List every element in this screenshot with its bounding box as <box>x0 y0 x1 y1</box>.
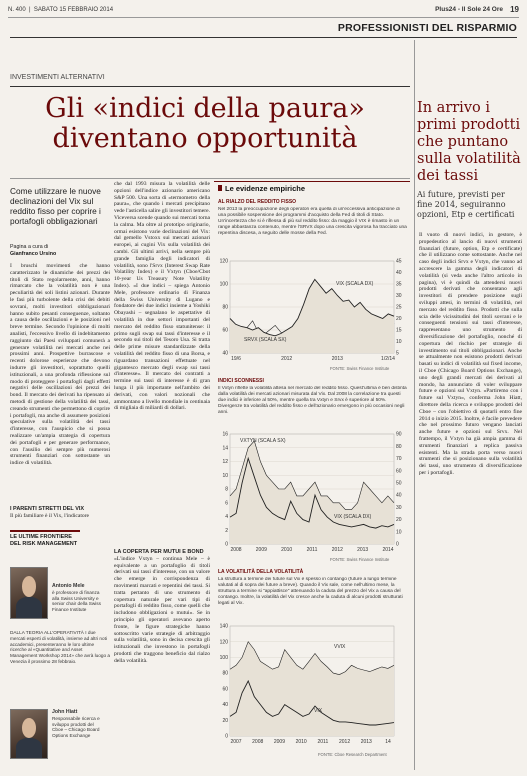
x-tick-label: 2012 <box>331 547 343 553</box>
x-tick-label: 2008 <box>252 739 264 745</box>
caption-role: Responsabile ricerca e sviluppo prodotti del Cboe – Chicago Board Options Exchange <box>52 715 100 739</box>
y-tick-label: 0 <box>225 733 228 740</box>
series-label: VXTYN (SCALA SX) <box>240 438 286 444</box>
masthead-publication: Plus24 - Il Sole 24 Ore <box>435 6 503 13</box>
series-label: SRVX (SCALA SX) <box>244 337 287 343</box>
subhead-coperta: LA COPERTA PER MUTUI E BOND <box>114 549 204 555</box>
y-tick-label: 4 <box>225 514 228 521</box>
sidebar-article-text: Il vuoto di nuovi indici, in gestore, è propedeutico al lancio di nuovi strumenti finanziari (future, option, Etp e certificate) che il utilizzano come sottostante. Anche nel caso degli indici Srvx e Vxtyn, che vanno ad accrescere la gamma degli indicatori di volatilità (si veda anche l'altro articolo in pagina), vi è quindi da attendersi nuovi prodotti derivati che consentano agli investitori di prendere posizione sugli sviluppi attesi, in termini di volatilità, nel mercato del reddito fisso. Prodotti che sulla scia delle vicissitudini dei titoli sovrani e le conseguenti tensioni sui tassi d'interesse, rappresentano uno strumento di diversificazione del portafoglio, nonché di copertura del rischio per strategie di investimento sui titoli obbligazionari. Anche se attualmente non esistono prodotti derivati basati su indici di volatilità sul fixed income, il Cboe (Chicago Board Options Exchange), uno degli grandi mercati dei derivati al mondo, ha annunciato di voler sviluppare future e opzioni sul Vxtyn. «Partiremo con i future sul Vxtyn», conferma John Hiatt, direttore della ricerca e sviluppo prodotti del Cboe – con l'obiettivo di quotarli entro fine 2014 o inizio 2015. Inoltre, è facile prevedere che nel prossimo futuro vengano lanciati anche future e opzioni sul Srvx. Nel frattempo, il Vxtyn ha già ampia gamma di strumenti finanziari a replica passiva esistenti. Ma la strada porta verso nuovi strumenti che si posizionano sulla volatilità dei tassi, uno strumento di diversificazione per i portafogli. <box>419 232 522 476</box>
dalla-teoria-text: DALLA TEORIA ALL'OPERATIVITÀ I due mercati esperti di volatilità, insieme ad altri noti accademici, presenteranno le loro ultime ricerche al «Quantitative and Asset Management Workshop 2014» che avrà luogo a Venezia il prossimo 28 febbraio. <box>10 630 110 664</box>
y-tick-label: 60 <box>222 327 228 334</box>
article-column-2 <box>114 181 210 566</box>
y-tick-label: 0 <box>225 541 228 548</box>
y-tick-label: 6 <box>225 500 228 507</box>
sidebar-subhead: Ai future, previsti per fine 2014, seguiranno opzioni, Etp e certificati <box>417 190 515 219</box>
evidence-title: Le evidenze empiriche <box>218 184 305 193</box>
y-tick-label: 140 <box>219 623 228 630</box>
y-tick-label-right: 90 <box>396 431 402 438</box>
article-col1-tail: Il più familiare è il Vix, l'indicatore <box>10 512 90 519</box>
y-tick-label-right: 70 <box>396 456 402 463</box>
portrait-photo-mele <box>10 567 48 619</box>
chart3-source: FONTE: Cboe Research Department <box>318 752 387 757</box>
portrait-photo-hiatt <box>10 709 48 759</box>
article-col1-text: I bruschi movimenti che hanno caratterizzato le dinamiche dei prezzi dei titoli di Stato regolarmente, anni, hanno rimarcato che la volatilità non è una peculiarità dei soli listini azionari. Durante le fasi più turbolente della crisi dei debiti sovrani, molti investitori obbligazionari hanno subito pesanti conseguenze, soltanto a causa delle oscillazioni e le posizioni nel breve termine. Secondo l'opinione di molti analisti, l'eccessivo livello di indebitamento raggiunto dai Paesi sviluppati comunerà a generare volatilità nei mercati anche nei prossimi anni. Prospettive burrascose e recenti dolorose esperienze che devono indurre gli investitori, soprattutto quelli istituzionali, a una profonda riflessione sul modo di proteggere i portafogli dagli effetti negativi delle oscillazioni dei prezzi dei bond. Il mercato dei derivati ha ripensato ai metodi di gestione della volatilità dei tassi, creando strumenti che permettono di coprire i portafogli, ma anche di assumere posizioni speculative sulla volatilità dei tassi d'interesse, con l'auspicio che si possa realizzare un'ampia strategia di copertura dei portafogli e per generare performance, con l'ausilio dei sempre più numerosi strumenti finanziari con sottostante un indice di volatilità. <box>10 263 110 467</box>
x-tick-label: 2009 <box>273 739 285 745</box>
y-tick-label-right: 10 <box>396 339 402 346</box>
byline-author: Gianfranco Ursino <box>10 251 57 257</box>
x-tick-label: 2014 <box>382 547 394 553</box>
x-tick-label: 2012 <box>281 356 293 362</box>
chart2-source: FONTE: Swiss Finance Institute <box>330 557 390 562</box>
series-area <box>230 441 394 544</box>
x-tick-label: 2013 <box>331 356 343 362</box>
x-tick-label: 2011 <box>317 739 329 745</box>
article-col2-text: che dal 1993 misura la volatilità delle opzioni dell'indice azionario americano S&P 500. Una sorta di «termometro della paura», che quando i mercati precipitano vede l'asticella salire gli investitori temere. Viceversa scende quando sui mercati torna la calma. Ma oltre al prototipo originario, ormai esistono varie declinazioni del Vix: dal gemello Vstoxx sui mercati azionari europei, ai cugini Vix sulla volatilità dei cambi. Gli ultimi arrivi, nella sempre più grande famiglia degli indicatori di volatilità, sono l'Srvx (Interest Swap Rate Volatility Index) e il Vxtyn (Cboe/Cbot 10-year Us Treasury Note Volatility Index). «I due indici – spiega Antonio Mele, professore ordinario di Finanza della Swiss University di Lugano e fondatore dei due indici insieme a Yoshiki Obayashi – segnalano le aspettative di volatilità in due settori importanti del mercato del reddito fisso statunitense: il primo sugli swap sui tassi d'interesse e il secondo sui titoli del Tesoro Usa. Si tratta delle prime misure standardizzate della volatilità del reddito fisso di una Borsa, e riguardano transazioni effettuate nel gigantesco mercato degli swap sui tassi d'interesse». Il mercato dei contratti a termine sui tassi di interesse è di gran lunga il più importante nell'ambito dei derivati, con valori nozionali che ammontano a livello mondiale in centinaia di migliaia di miliardi di dollari. <box>114 181 210 412</box>
article-column-1-tail <box>10 506 110 526</box>
y-tick-label-right: 20 <box>396 316 402 323</box>
kicker: INVESTIMENTI ALTERNATIVI <box>10 74 105 81</box>
page-number: 19 <box>510 5 519 14</box>
headline-rule <box>10 178 410 179</box>
y-tick-label: 100 <box>219 281 228 288</box>
kicker-rule <box>10 86 410 87</box>
masthead-bar <box>8 4 519 18</box>
chart1-text: Nel 2013 la preoccupazione degli operatori era quella di un'eccessiva anticipazione di una possibile sospensione dei programmi d'acquisto della Fed di titoli di Stato. Un'incertezza che si è riflessa di più sul reddito fisso: da maggio il VIX è rimasto in un range abbastanza contenuto, mentre l'SRVX dopo una crescita vigorosa ha tracciato una repentina discesa, a seguito delle mosse della Fed. <box>218 207 407 236</box>
y-tick-label-right: 80 <box>396 443 402 450</box>
y-tick-label: 80 <box>222 304 228 311</box>
byline-label: Pagina a cura di <box>10 244 49 250</box>
series-area <box>230 642 394 736</box>
x-tick-label: 2010 <box>281 547 293 553</box>
masthead-issue-date: N. 400 | SABATO 15 FEBBRAIO 2014 <box>8 7 114 13</box>
series-label: VVIX <box>334 644 346 650</box>
chart2-svg <box>214 428 410 556</box>
section-rule <box>10 37 517 38</box>
article-column-2-tail <box>114 549 210 759</box>
y-tick-label: 8 <box>225 486 228 493</box>
y-tick-label-right: 25 <box>396 304 402 311</box>
y-tick-label-right: 60 <box>396 468 402 475</box>
caption-name: Antonio Mele <box>52 583 85 589</box>
y-tick-label: 80 <box>222 670 228 677</box>
x-tick-label: 2011 <box>306 547 318 553</box>
y-tick-label: 120 <box>219 639 228 646</box>
chart3-svg <box>214 620 410 748</box>
y-tick-label: 2 <box>225 527 228 534</box>
series-label: VIX (SCALA DX) <box>336 281 374 287</box>
x-tick-label: 2013 <box>357 547 369 553</box>
y-tick-label-right: 30 <box>396 504 402 511</box>
x-tick-label: 1/2/14 <box>381 356 395 362</box>
caption-mele <box>52 584 104 613</box>
y-tick-label: 120 <box>219 258 228 265</box>
chart1-svg <box>214 255 410 365</box>
chart1-heading: AL RIALZO DEL REDDITO FISSO <box>218 199 297 205</box>
chart1-source: FONTE: Swiss Finance Institute <box>330 366 390 371</box>
y-tick-label: 20 <box>222 717 228 724</box>
y-tick-label: 12 <box>222 459 228 466</box>
article-column-1 <box>10 263 110 503</box>
article-col2-tail: «L'indice Vxtyn – continua Mele – è equivalente a un portafoglio di titoli derivati sui tassi d'interesse, con un valore che emerge in corrispondenza di movimenti marcati e repentini dei tassi. Si tratta pertanto di uno strumento di copertura naturale per vari tipi di portafogli di reddito fisso, come quelli che includono obbligazioni o mutui». Se in principio gli operatori avevano aperto fronte, le figure strategiche hanno sottoscritto varie strategie di arbitraggio sulla volatilità, sono in decisa crescita gli istituzionali che investono in portafogli prodotti che traggono beneficio dal rialzo della volatilità. <box>114 555 210 664</box>
chart2-text: Il Vxtyn riflette la volatilità attesa nel mercato del reddito fisso. Quest'ultima è ben distinta dalla volatilità dei mercati azionari misurata dal Vix. Dal 2008 la correlazione tra questi due indici è inferiore al 50%, mentre quella tra Vxtyn e Srvx è superiore al 50%. Divergenze tra volatilità del reddito fisso e dell'azionario emergono in più occasioni negli anni. <box>218 386 407 415</box>
y-tick-label-right: 5 <box>396 350 399 357</box>
y-tick-label-right: 0 <box>396 541 399 548</box>
y-tick-label: 10 <box>222 472 228 479</box>
x-tick-label: 2008 <box>230 547 242 553</box>
x-tick-label: 2010 <box>295 739 307 745</box>
caption-name: John Hiatt <box>52 709 78 715</box>
x-tick-label: 2007 <box>230 739 242 745</box>
headline: Gli «indici della paura» diventano opportunità <box>45 93 365 154</box>
sidebar-headline: In arrivo i primi prodotti che puntano sulla volatilità dei tassi <box>417 100 521 184</box>
y-tick-label: 14 <box>222 445 228 452</box>
y-tick-label: 40 <box>222 702 228 709</box>
section-title: PROFESSIONISTI DEL RISPARMIO <box>337 22 517 34</box>
chart3-text: La struttura a termine dei future sul Vix è spesso in contango (future a lungo termine valutati al di sopra dei future a breve). Quando il Vix sale, come nell'ultimo mese, la struttura a termine si "appiattisce" attenuando la caduta del prezzo del Vix a causa del contango. Inoltre, la volatilità del Vix cresce anche la caduta di alcuni prodotti strutturati legati al Vix. <box>218 577 403 606</box>
series-label: VIX <box>314 708 323 714</box>
x-tick-label: 2012 <box>339 739 351 745</box>
x-tick-label: 2009 <box>255 547 267 553</box>
caption-role: è professore di finanza alla Swiss University e senior chair della Swiss Finance Institute <box>52 589 101 613</box>
frontiers-box-title: LE ULTIME FRONTIERE DEL RISK MANAGEMENT <box>10 530 80 547</box>
y-tick-label: 40 <box>222 350 228 357</box>
dek: Come utilizzare le nuove declinazioni del Vix sul reddito fisso per coprire i portafogli obbligazionari <box>10 186 101 226</box>
y-tick-label-right: 40 <box>396 492 402 499</box>
y-tick-label-right: 40 <box>396 270 402 277</box>
caption-hiatt <box>52 710 104 739</box>
y-tick-label: 100 <box>219 655 228 662</box>
x-tick-label: 19/6 <box>231 356 241 362</box>
y-tick-label-right: 15 <box>396 327 402 334</box>
series-label: VIX (SCALA DX) <box>334 514 372 520</box>
x-tick-label: 14 <box>385 739 391 745</box>
y-tick-label-right: 35 <box>396 281 402 288</box>
y-tick-label-right: 50 <box>396 480 402 487</box>
y-tick-label-right: 45 <box>396 258 402 265</box>
sidebar-article <box>419 232 522 762</box>
y-tick-label-right: 30 <box>396 293 402 300</box>
y-tick-label-right: 10 <box>396 529 402 536</box>
subhead-parenti: I PARENTI STRETTI DEL VIX <box>10 506 85 512</box>
y-tick-label: 16 <box>222 431 228 438</box>
sidebar-divider <box>414 40 415 770</box>
y-tick-label: 60 <box>222 686 228 693</box>
chart3-heading: LA VOLATILITÀ DELLA VOLATILITÀ <box>218 569 304 575</box>
y-tick-label-right: 20 <box>396 517 402 524</box>
chart2-heading: INDICI SCONNESSI <box>218 378 264 384</box>
byline <box>10 244 110 258</box>
x-tick-label: 2013 <box>360 739 372 745</box>
